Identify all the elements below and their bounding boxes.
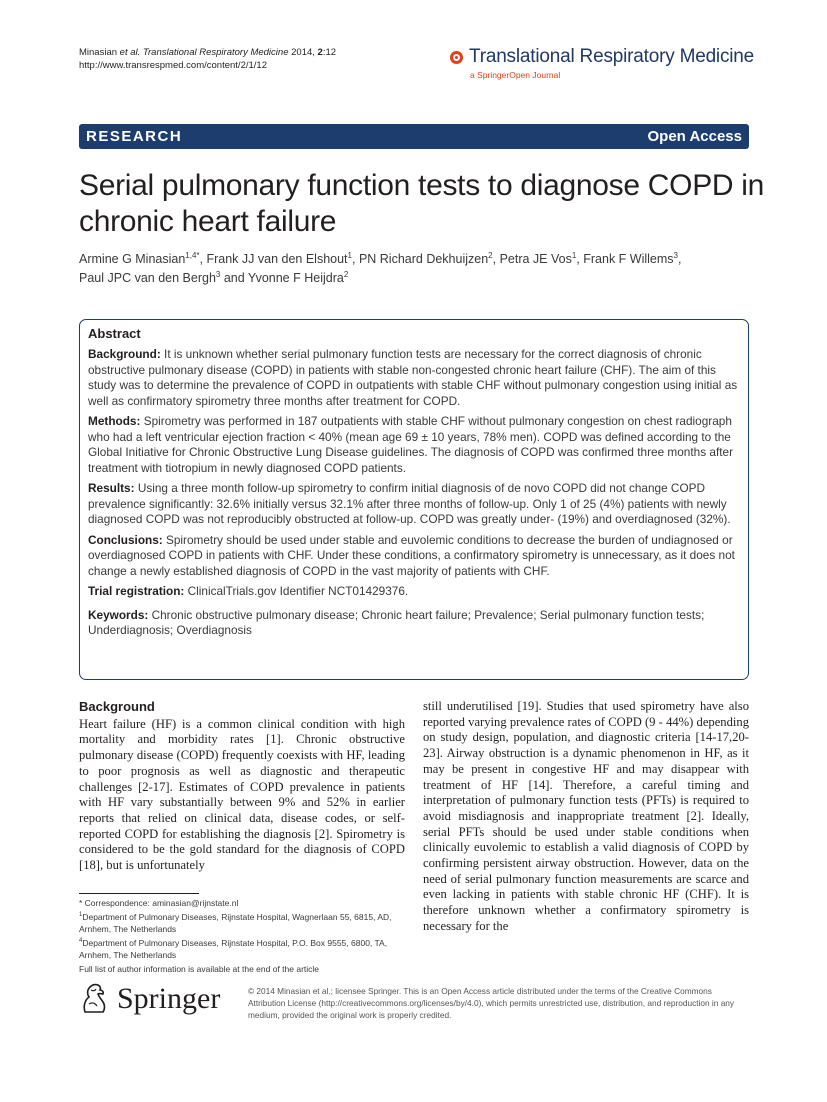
open-access-label: Open Access <box>647 128 742 145</box>
license-text: © 2014 Minasian et al.; licensee Springer. This is an Open Access article distributed under the terms of the Creative Commons Attribution License (http://creativecommons.org/licenses/by/4.0), which permits unrestricted use, distribution, and reproduction in any medium, provided the original work is properly credited. <box>248 986 735 1020</box>
citation-et-al: et al. <box>119 47 141 58</box>
citation-header <box>79 46 336 72</box>
article-type-banner <box>79 124 749 149</box>
abstract-trial-registration: Trial registration: ClinicalTrials.gov Identifier NCT01429376. <box>88 584 409 598</box>
body-column-left <box>79 699 405 874</box>
abstract-keywords: Keywords: Chronic obstructive pulmonary disease; Chronic heart failure; Prevalence; Serial pulmonary function tests; Underdiagnosis; Overdiagnosis <box>88 607 705 637</box>
citation-authors: Minasian <box>79 47 120 58</box>
body-paragraph: still underutilised [19]. Studies that used spirometry have also reported varying prevalence rates of COPD (9 - 44%) depending on study design, population, and diagnostic criteria [14-17,20-23]. Airway obstruction is a dynamic phenomenon in HF, as it may be present in congestive HF and may disappear with treatment of HF [14]. Therefore, a careful timing and interpretation of pulmonary function tests (PFTs) is required to avoid misdiagnosis and inappropriate treatment [2]. Ideally, serial PFTs should be used under stable conditions when clinically euvolemic to establish a valid diagnosis of COPD by confirming persistent airway obstruction. However, data on the need of serial pulmonary function measurements are scarce and even lacking in patients with stable chronic HF (CHF). It is therefore unknown whether a confirmatory spirometry is necessary for the <box>423 699 749 933</box>
affiliation-1: $^1$Department of Pulmonary Diseases, Rijnstate Hospital, Wagnerlaan 55, 6815, AD, Arnhem, The Netherlands <box>79 912 392 934</box>
author[interactable]: PN Richard Dekhuijzen$^2$ <box>358 250 493 266</box>
body-column-right <box>423 699 749 935</box>
article-type-label: RESEARCH <box>86 128 183 145</box>
abstract-methods: Methods: Spirometry was performed in 187 outpatients with stable CHF without pulmonary congestion on chest radiograph who had a left ventricular ejection fraction < 40% (mean age 69 ± 10 years, 78% men). COPD was defined according to the Global Initiative for Chronic Obstructive Lung Disease guidelines. The diagnosis of COPD was confirmed three months after treatment with tiotropium in newly diagnosed COPD patients. <box>88 414 733 475</box>
citation-url[interactable]: http://www.transrespmed.com/content/2/1/12 <box>79 60 267 71</box>
abstract-conclusions: Conclusions: Spirometry should be used under stable and euvolemic conditions to decrease the burden of undiagnosed or overdiagnosed COPD in patients with CHF. Under these conditions, a confirmatory spirometry is unnecessary, as it does not change a newly established diagnosis of COPD in the vast majority of patients with CHF. <box>88 532 735 578</box>
footnotes <box>79 897 409 977</box>
section-heading: Background <box>79 699 155 714</box>
journal-tagline: a SpringerOpen Journal <box>470 70 561 80</box>
author[interactable]: Paul JPC van den Bergh$^3$ <box>79 269 221 285</box>
publisher-name: Springer <box>117 982 221 1015</box>
springer-horse-icon <box>79 982 109 1016</box>
author[interactable]: Petra JE Vos$^1$ <box>499 250 577 266</box>
footnote-divider <box>79 893 199 894</box>
author[interactable]: Frank F Willems$^3$ <box>583 250 678 266</box>
journal-logo <box>450 46 755 80</box>
author[interactable]: Yvonne F Heijdra$^2$ <box>247 269 349 285</box>
journal-mark-icon <box>450 51 463 64</box>
affiliation-4: $^4$Department of Pulmonary Diseases, Rijnstate Hospital, P.O. Box 9555, 6800, TA, Arnhem, The Netherlands <box>79 938 388 960</box>
abstract-heading: Abstract <box>88 326 141 341</box>
abstract-background: Background: It is unknown whether serial pulmonary function tests are necessary for the correct diagnosis of chronic obstructive pulmonary disease (COPD) in patients with stable non-congested chronic heart failure (CHF). The aim of this study was to determine the prevalence of COPD in outpatients with stable CHF without pulmonary congestion using initial as well as confirmatory spirometry three months after treatment for COPD. <box>88 347 738 408</box>
body-paragraph: Heart failure (HF) is a common clinical condition with high mortality and morbidity rates [1]. Chronic obstructive pulmonary disease (COPD) frequently coexists with HF, leading to poor prognosis as well as diagnostic and therapeutic challenges [2-17]. Estimates of COPD prevalence in patients with HF vary substantially between 9% and 52% in earlier reports that relied on clinical data, disease codes, or self-reported COPD for establishing the diagnosis [2]. Spirometry is considered to be the gold standard for the diagnosis of COPD [18], but is unfortunately <box>79 716 405 873</box>
citation-journal: Translational Respiratory Medicine <box>140 47 289 58</box>
journal-name: Translational Respiratory Medicine <box>469 46 755 67</box>
author-list: Armine G Minasian$^{1,4*}$, Frank JJ van den Elshout$^1$, PN Richard Dekhuijzen$^2$, Petra JE Vos$^1$, Frank F Willems$^3$, Paul JPC van den Bergh$^3$ and Yvonne F Heijdra$^2$ <box>79 250 682 285</box>
abstract-results: Results: Using a three month follow-up spirometry to confirm initial diagnosis of de novo COPD did not change COPD prevalence significantly: 32.6% initially versus 32.1% after three months of follow-up. Only 1 of 25 (4%) patients with newly diagnosed COPD was not reproducibly obstructed at follow-up. COPD was greatly under- (19%) and overdiagnosed (32%). <box>88 481 731 526</box>
abstract-box <box>79 319 749 680</box>
article-title: Serial pulmonary function tests to diagnose COPD in chronic heart failure <box>79 169 765 238</box>
author[interactable]: Frank JJ van den Elshout$^1$ <box>206 250 352 266</box>
correspondence-note: * Correspondence: aminasian@rijnstate.nl <box>79 898 239 908</box>
author[interactable]: Armine G Minasian$^{1,4*}$ <box>79 250 200 266</box>
citation-line <box>79 46 336 59</box>
author-info-note: Full list of author information is available at the end of the article <box>79 964 320 974</box>
citation-year: 2014, <box>288 47 318 58</box>
citation-volume: 2 <box>317 47 323 58</box>
publisher-logo <box>79 982 220 1016</box>
citation-article: :12 <box>322 47 337 58</box>
